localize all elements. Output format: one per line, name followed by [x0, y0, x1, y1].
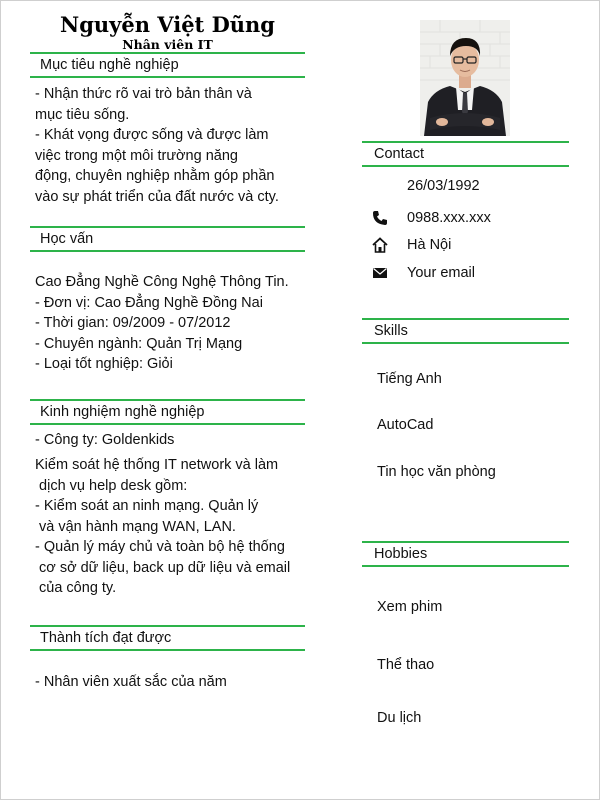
section-objective-header	[30, 52, 305, 78]
phone-text: 0988.xxx.xxx	[407, 210, 491, 226]
skill-item: AutoCad	[377, 417, 434, 433]
text-line: - Kiểm soát an ninh mạng. Quản lý	[35, 498, 259, 514]
candidate-name: Nguyễn Việt Dũng	[60, 12, 275, 37]
section-education-header	[30, 226, 305, 252]
section-experience-header	[30, 399, 305, 425]
portrait-image	[420, 20, 510, 136]
text-line: mục tiêu sống.	[35, 106, 130, 123]
section-achievements-header	[30, 625, 305, 651]
contact-address	[372, 235, 572, 255]
experience-company: - Công ty: Goldenkids	[35, 432, 175, 448]
contact-birthday	[372, 176, 572, 196]
birthday-text: 26/03/1992	[407, 178, 480, 194]
text-line: cơ sở dữ liệu, back up dữ liệu và email	[35, 559, 291, 576]
text-line: vào sự phát triển của đất nước và cty.	[35, 188, 279, 205]
section-title: Kinh nghiệm nghề nghiệp	[40, 404, 205, 420]
envelope-icon	[372, 265, 388, 281]
skill-item: Tin học văn phòng	[377, 464, 496, 480]
text-line: việc trong một môi trường năng	[35, 147, 238, 164]
achievements-body	[35, 672, 310, 693]
text-line: - Nhận thức rõ vai trò bản thân và	[35, 86, 252, 102]
objective-body	[35, 84, 310, 207]
section-title: Học vấn	[40, 231, 94, 247]
section-title: Thành tích đạt được	[40, 630, 172, 646]
education-body	[35, 272, 310, 375]
home-icon	[372, 237, 388, 253]
skill-item: Tiếng Anh	[377, 371, 442, 387]
text-line: - Chuyên ngành: Quản Trị Mạng	[35, 335, 243, 352]
hobby-item: Thể thao	[377, 657, 435, 673]
text-line: - Khát vọng được sống và được làm	[35, 127, 269, 143]
contact-phone	[372, 208, 572, 228]
phone-icon	[372, 210, 388, 226]
section-title: Contact	[374, 146, 424, 162]
email-text: Your email	[407, 265, 475, 281]
section-hobbies-header	[362, 541, 569, 567]
candidate-role: Nhân viên IT	[122, 37, 213, 52]
text-line: dịch vụ help desk gồm:	[35, 477, 188, 494]
text-line: động, chuyên nghiệp nhằm góp phần	[35, 168, 275, 184]
experience-body	[35, 455, 315, 599]
section-title: Skills	[374, 323, 408, 339]
section-contact-header	[362, 141, 569, 167]
contact-email	[372, 263, 572, 283]
hobby-item: Xem phim	[377, 599, 443, 615]
profile-photo	[420, 20, 510, 136]
address-text: Hà Nội	[407, 237, 452, 253]
section-title: Hobbies	[374, 546, 428, 562]
text-line: - Đơn vị: Cao Đẳng Nghề Đồng Nai	[35, 294, 263, 311]
text-line: - Nhân viên xuất sắc của năm	[35, 674, 227, 690]
text-line: - Quản lý máy chủ và toàn bộ hệ thống	[35, 539, 285, 555]
text-line: của công ty.	[35, 580, 117, 596]
text-line: và vận hành mạng WAN, LAN.	[35, 518, 236, 535]
hobby-item: Du lịch	[377, 710, 422, 726]
section-title: Mục tiêu nghề nghiệp	[40, 57, 179, 73]
text-line: - Loại tốt nghiệp: Giỏi	[35, 356, 173, 372]
section-skills-header	[362, 318, 569, 344]
text-line: Kiểm soát hệ thống IT network và làm	[35, 457, 279, 473]
text-line: - Thời gian: 09/2009 - 07/2012	[35, 315, 231, 331]
text-line: Cao Đẳng Nghề Công Nghệ Thông Tin.	[35, 274, 289, 290]
